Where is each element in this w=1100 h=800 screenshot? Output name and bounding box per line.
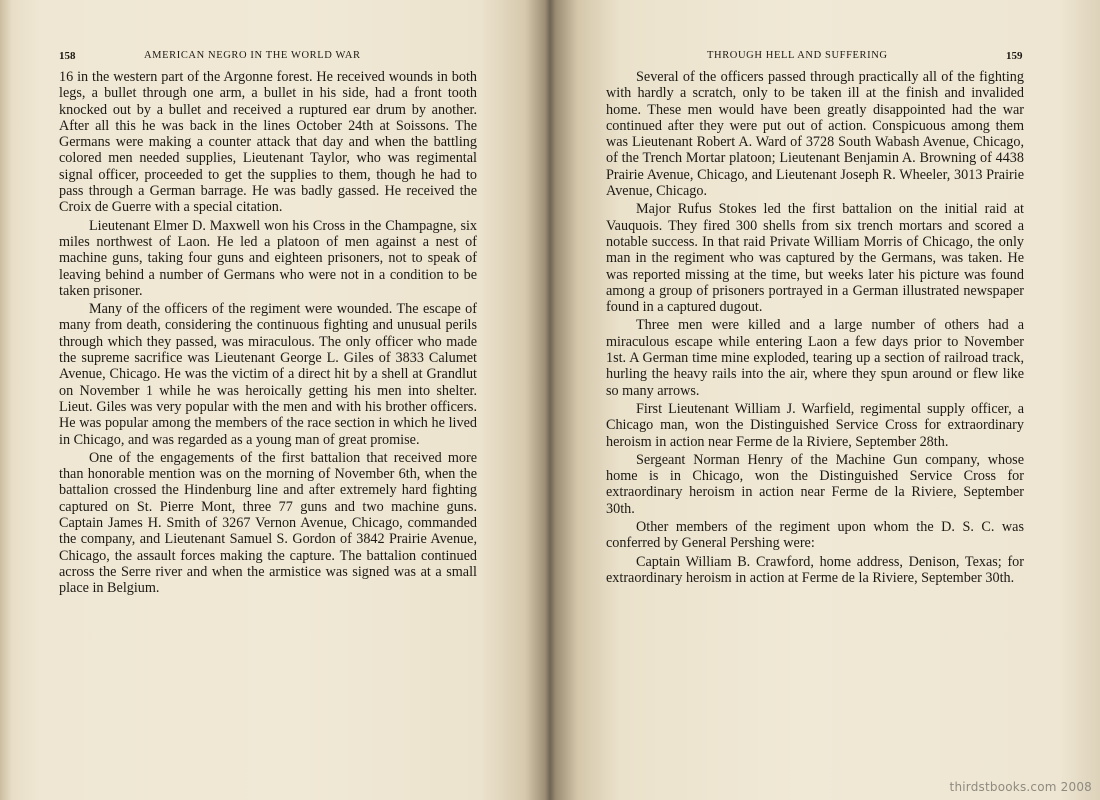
running-title: AMERICAN NEGRO IN THE WORLD WAR bbox=[144, 50, 361, 61]
watermark: thirdstbooks.com 2008 bbox=[949, 780, 1092, 794]
paragraph: One of the engagements of the first battalion that received more than honorable mention was on the morning of November 6th, when the battalion crossed the Hindenburg line and after extremely hard fighting captured on St. Pierre Mont, three 77 guns and two machine guns. Captain James H. Smith of 3267 Vernon Avenue, Chicago, commanded the company, and Lieutenant Samuel S. Gordon of 3842 Prairie Avenue, Chicago, the assault forces making the capture. The battalion continued across the Serre river and when the armistice was signed was at a small place in Belgium. bbox=[59, 449, 477, 597]
paragraph: Major Rufus Stokes led the first battalion on the initial raid at Vauquois. They fired 300 shells from six trench mortars and scored a notable success. In that raid Private William Morris of Chicago, the only man in the regiment who was captured by the Germans, was taken. He was reported missing at the time, but weeks later his picture was found among a group of prisoners portrayed in a German illustrated newspaper found in a captured dugout. bbox=[606, 201, 1024, 316]
running-title: THROUGH HELL AND SUFFERING bbox=[707, 50, 888, 61]
paragraph: Three men were killed and a large number of others had a miraculous escape while entering Laon a few days prior to November 1st. A German time mine exploded, tearing up a section of railroad track, hurling the heavy rails into the air, where they spun around or flew like so many arrows. bbox=[606, 317, 1024, 399]
paragraph: Sergeant Norman Henry of the Machine Gun company, whose home is in Chicago, won the Distinguished Service Cross for extraordinary heroism in action near Ferme de la Riviere, September 30th. bbox=[606, 451, 1024, 517]
right-page bbox=[550, 0, 1100, 800]
paragraph: Captain William B. Crawford, home address, Denison, Texas; for extraordinary heroism in action at Ferme de la Riviere, September 30th. bbox=[606, 553, 1024, 586]
page-body bbox=[59, 69, 477, 599]
paragraph: First Lieutenant William J. Warfield, regimental supply officer, a Chicago man, won the Distinguished Service Cross for extraordinary heroism in action near Ferme de la Riviere, September 28th. bbox=[606, 400, 1024, 450]
page-number: 158 bbox=[59, 50, 76, 62]
paragraph: 16 in the western part of the Argonne forest. He received wounds in both legs, a bullet through one arm, a bullet in his side, had a front tooth knocked out by a bullet and received a ruptured ear drum by another. After all this he was back in the lines October 24th at Soissons. The Germans were making a counter attack that day and when the battling colored men needed supplies, Lieutenant Taylor, who was regimental signal officer, proceeded to get the supplies to them, though he had to pass through a German barrage. He was badly gassed. He received the Croix de Guerre with a special citation. bbox=[59, 69, 477, 216]
paragraph: Other members of the regiment upon whom the D. S. C. was conferred by General Pershing were: bbox=[606, 519, 1024, 552]
paragraph: Many of the officers of the regiment were wounded. The escape of many from death, considering the continuous fighting and unusual perils through which they passed, was miraculous. The only officer who made the supreme sacrifice was Lieutenant George L. Giles of 3833 Calumet Avenue, Chicago. He was the victim of a direct hit by a shell at Grandlut on November 1 while he was heroically getting his men into shelter. Lieut. Giles was very popular with the men and with his brother officers. He was popular among the members of the race section in which he lived in Chicago, and was regarded as a young man of great promise. bbox=[59, 301, 477, 448]
paragraph: Lieutenant Elmer D. Maxwell won his Cross in the Champagne, six miles northwest of Laon. He led a platoon of men against a nest of machine guns, taking four guns and eighteen prisoners, not to speak of leaving behind a number of Germans who were not in a condition to be taken prisoner. bbox=[59, 217, 477, 299]
page-body bbox=[606, 69, 1024, 588]
paragraph: Several of the officers passed through practically all of the fighting with hardly a scratch, only to be taken ill at the finish and invalided home. These men would have been greatly disappointed had the war continued after they were put out of action. Conspicuous among them was Lieutenant Robert A. Ward of 3728 South Wabash Avenue, Chicago, of the Trench Mortar platoon; Lieutenant Benjamin A. Browning of 4438 Prairie Avenue, Chicago, and Lieutenant Joseph R. Wheeler, 3013 Prairie Avenue, Chicago. bbox=[606, 69, 1024, 200]
page-number: 159 bbox=[1006, 50, 1023, 62]
